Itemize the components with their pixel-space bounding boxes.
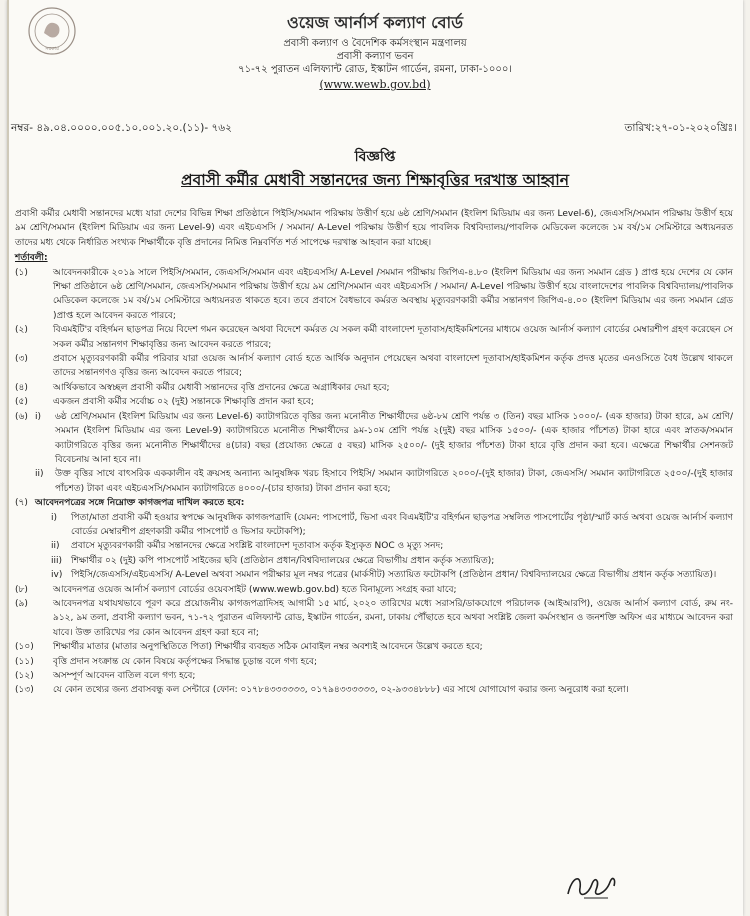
notice-page bbox=[7, 0, 743, 916]
website-link[interactable]: (www.wewb.gov.bd) bbox=[319, 78, 431, 91]
letterhead bbox=[7, 10, 743, 91]
condition-number: (৭) bbox=[15, 498, 28, 509]
government-seal-icon bbox=[27, 6, 77, 56]
memo-number: নম্বর- ৪৯.০৪.০০০০.০০৫.১০.০০১.২০.(১১)- ৭৬২ bbox=[11, 122, 232, 134]
condition-text: আর্থিকভাবে অস্বচ্ছল প্রবাসী কর্মীর মেধাবী সন্তানদের বৃত্তি প্রদানের ক্ষেত্রে অগ্রাধিকার দেয়া হবে; bbox=[53, 382, 390, 393]
condition-text: আবেদনকারীকে ২০১৯ সালে পিইসি/সমমান, জেএসসি/সমমান এবং এইচএসসি/ A-Level /সমমান পরীক্ষায় জিপিএ-৪.৮০ (ইংলিশ মিডিয়াম এর জন্য সমমান গ্রেড ) প্রাপ্ত হয়ে দেশের যে কোন শিক্ষা প্রতিষ্ঠানে ৬ষ্ঠ শ্রেণি/সমমান, জেএসসি/সমমান পরিক্ষায় উত্তীর্ণ হয়ে ৯ম শ্রেণি/সমমান এবং এইচএসসি / সমমান/ A-Level পরিক্ষায় উত্তীর্ণ হয়ে বাংলাদেশের পাবলিক বিশ্ববিদ্যালয়/পাবলিক মেডিকেল কলেজে ১ম বর্ষ/১ম সেমিস্টারে অধ্যয়নরত থাকতে হবে। তবে প্রবাসে বৈধভাবে কর্মরত অবস্থায় মৃত্যুবরণকারী কর্মীর সন্তানগণ জিপিএ-৪.০০ (ইংলিশ মিডিয়াম এর জন্য সমমান গ্রেড )প্রাপ্ত হলে আবেদন করতে পারবে; bbox=[53, 267, 733, 321]
condition-item bbox=[15, 352, 733, 381]
sub-item bbox=[35, 410, 733, 468]
sub-text: ৬ষ্ঠ শ্রেণি/সমমান (ইংলিশ মিডিয়াম এর জন্য Level-6) ক্যাটাগরিতে বৃত্তির জন্য মনোনীত শিক্ষার্থীদের ৬ষ্ঠ-৮ম শ্রেণি পর্যন্ত ৩ (তিন) বছর মাসিক ১০০০/- (এক হাজার) টাকা হারে, ৯ম শ্রেণি/সমমান (ইংলিশ মিডিয়াম এর জন্য Level-9) ক্যাটাগরিতে মনোনীত শিক্ষার্থীদের ৯ম-১০ম শ্রেণি পর্যন্ত ২(দুই) বছর মাসিক ১৫০০/- (এক হাজার পাঁচশত) টাকা হারে এবং স্নাতক/সমমান ক্যাটাগরিতে বৃত্তির জন্য মনোনীত শিক্ষার্থীদের ৪(চার) বছর (প্রযোজ্য ক্ষেত্রে ৫ বছর) মাসিক ২৫০০/- (দুই হাজার পাঁচশত) টাকা হারে বৃত্তি প্রদান করা হবে। এক্ষেত্রে শিক্ষার্থীর সেশনজট বিবেচনায় আনা হবে না। bbox=[55, 411, 733, 465]
sub-number: iii) bbox=[51, 555, 63, 566]
issue-date: তারিখ:২৭-০১-২০২০খ্রিঃ। bbox=[624, 122, 737, 134]
condition-text: অসম্পূর্ণ আবেদন বাতিল বলে গণ্য হবে; bbox=[53, 671, 196, 681]
sub-text: শিক্ষার্থীর ০২ (দুই) কপি পাসপোর্ট সাইজের ছবি (প্রতিষ্ঠান প্রধান/বিশ্ববিদ্যালয়ের ক্ষেত্রে বিভাগীয় প্রধান কর্তৃক সত্যায়িত); bbox=[71, 555, 495, 566]
condition-text: একজন প্রবাসী কর্মীর সর্বোচ্চ ০২ (দুই) সন্তানকে শিক্ষাবৃত্তি প্রদান করা হবে; bbox=[53, 397, 314, 408]
documents-heading: আবেদনপত্রের সঙ্গে নিম্নোক্ত কাগজপত্র দাখিল করতে হবে: bbox=[35, 498, 245, 509]
condition-number: (১০) bbox=[15, 642, 34, 653]
conditions-heading: শর্তাবলী: bbox=[15, 253, 48, 264]
sub-number: iv) bbox=[51, 570, 63, 581]
condition-item bbox=[15, 381, 733, 395]
sub-text: পিতা/মাতা প্রবাসী কর্মী হওয়ার স্বপক্ষে আনুষঙ্গিক কাগজপত্রাদি (যেমন: পাসপোর্ট, ভিসা এবং বিএমইটি'র বহির্গমন ছাড়পত্র সম্বলিত পাসপোর্টের পৃষ্ঠা/স্মার্ট কার্ড অথবা ওয়েজ আর্নার্স কল্যাণ বোর্ডের মেম্বারশীপ গ্রহণকারী কর্মীর পাসপোর্ট ও ভিসার ফটোকপি); bbox=[71, 512, 733, 537]
notice-label: বিজ্ঞপ্তি bbox=[354, 149, 396, 165]
condition-number: (১৩) bbox=[15, 685, 34, 696]
condition-number: (৩) bbox=[15, 354, 28, 365]
sub-number: ii) bbox=[35, 469, 44, 480]
condition-item bbox=[15, 655, 733, 669]
condition-text: আবেদনপত্র ওয়েজ আর্নার্স কল্যাণ বোর্ডের ওয়েবসাইট (www.wewb.gov.bd) হতে বিনামূল্যে সংগ্রহ করা যাবে; bbox=[53, 584, 457, 595]
condition-number: (৪) bbox=[15, 382, 28, 393]
sub-number: ii) bbox=[51, 541, 60, 552]
notice-body bbox=[15, 207, 733, 698]
intro-paragraph: প্রবাসী কর্মীর মেধাবী সন্তানদের মধ্যে যারা দেশের বিভিন্ন শিক্ষা প্রতিষ্ঠানে পিইসি/সমমান পরিক্ষায় উত্তীর্ণ হয়ে ৬ষ্ঠ শ্রেণি/সমমান (ইংলিশ মিডিয়াম এর জন্য Level-6), জেএসসি/সমমান পরিক্ষায় উত্তীর্ণ হয়ে ৯ম শ্রেণি/সমমান (ইংলিশ মিডিয়াম এর জন্য Level-9) এবং এইচএসসি / সমমান/ A-Level পরিক্ষায় উত্তীর্ণ হয়ে পাবলিক বিশ্ববিদ্যালয়/পাবলিক মেডিকেল কলেজে ১ম বর্ষ/১ম সেমিস্টারে অধ্যয়নরত তাদের মধ্য থেকে নির্ধারিত সংখ্যক শিক্ষার্থীকে বৃত্তি প্রদানের নিমিত্ত নিম্নবর্ণিত শর্ত সাপেক্ষে দরখাস্ত আহবান করা যাচ্ছে। bbox=[15, 209, 733, 248]
signature bbox=[562, 868, 622, 904]
notice-title: প্রবাসী কর্মীর মেধাবী সন্তানদের জন্য শিক্ষাবৃত্তির দরখাস্ত আহ্বান bbox=[181, 171, 569, 189]
condition-item bbox=[15, 583, 733, 597]
condition-item bbox=[15, 669, 733, 683]
condition-text: বিএমইটি'র বহির্গমন ছাড়পত্র নিয়ে বিদেশ গমন করেছেন অথবা বিদেশে কর্মরত যে সকল কর্মী বাংলাদেশ দূতাবাস/হাইকমিশনের মাধ্যমে ওয়েজ আর্নার্স কল্যাণ বোর্ডের মেম্বারশীপ গ্রহণ করেছেন সে সকল কর্মীর সন্তানগণ শিক্ষাবৃত্তির জন্য আবেদন করতে পারবে; bbox=[53, 325, 733, 350]
condition-number: (১) bbox=[15, 267, 28, 278]
condition-text: যে কোন তথ্যের জন্য প্রবাসবন্ধু কল সেন্টারে (ফোন: ০১৭৮৪৩৩৩৩৩৩, ০১৭৯৪৩৩৩৩৩৩, ০২-৯৩৩৪৮৮৮) এর সাথে যোগাযোগ করার জন্য অনুরোধ করা হলো। bbox=[53, 685, 629, 696]
sub-text: প্রবাসে মৃত্যুবরণকারী কর্মীর সন্তানদের ক্ষেত্রে সংশ্লিষ্ট বাংলাদেশ দূতাবাস কর্তৃক ইস্যুকৃত NOC ও মৃত্যু সনদ; bbox=[71, 541, 444, 552]
condition-item-stipend bbox=[15, 410, 733, 496]
office-address: ৭১-৭২ পুরাতন এলিফ্যান্ট রোড, ইস্কাটন গার্ডেন, রমনা, ঢাকা-১০০০। bbox=[238, 64, 512, 75]
condition-number: (৯) bbox=[15, 598, 28, 609]
seal-text: সরকার bbox=[45, 46, 59, 52]
building-name: প্রবাসী কল্যাণ ভবন bbox=[336, 51, 414, 62]
condition-item bbox=[15, 683, 733, 697]
condition-item bbox=[15, 640, 733, 654]
sub-item bbox=[51, 554, 733, 568]
condition-number: (১১) bbox=[15, 656, 34, 667]
condition-item bbox=[15, 597, 733, 640]
sub-item bbox=[51, 568, 733, 582]
condition-number: (৫) bbox=[15, 397, 28, 408]
condition-number: (৮) bbox=[15, 584, 28, 595]
condition-item-documents bbox=[15, 496, 733, 510]
page-edge bbox=[7, 0, 9, 916]
condition-text: প্রবাসে মৃত্যুবরণকারী কর্মীর পরিবার যারা ওয়েজ আর্নার্স কল্যাণ বোর্ড হতে আর্থিক অনুদান পেয়েছেন অথবা বাংলাদেশ দূতাবাস/হাইকমিশন কর্তৃক প্রদত্ত মৃতের এনওসিতে বৈধ উল্লেখ থাকলে তাদের সন্তানগণও বৃত্তির জন্য আবেদন করতে পারবে; bbox=[53, 354, 733, 379]
condition-number: (২) bbox=[15, 325, 28, 336]
sub-number: i) bbox=[51, 512, 58, 523]
condition-item bbox=[15, 395, 733, 409]
condition-number: (৬) bbox=[15, 411, 28, 422]
condition-number: (১২) bbox=[15, 671, 34, 681]
sub-item bbox=[51, 539, 733, 553]
condition-item bbox=[15, 266, 733, 324]
ministry-name: প্রবাসী কল্যাণ ও বৈদেশিক কর্মসংস্থান মন্ত্রণালয় bbox=[283, 38, 467, 49]
condition-text: শিক্ষার্থীর মাতার (মাতার অনুপস্থিতিতে পিতা) শিক্ষার্থীর ব্যবহৃত সঠিক মোবাইল নম্বর অবশ্যই আবেদনে উল্লেখ করতে হবে; bbox=[53, 642, 483, 653]
condition-item bbox=[15, 323, 733, 352]
sub-text: উক্ত বৃত্তির সাথে বাৎসরিক এককালীন বই ক্রয়সহ অন্যান্য আনুষঙ্গিক খরচ হিসাবে পিইসি/ সমমান ক্যাটাগরিতে ২০০০/-(দুই হাজার) টাকা, জেএসসি/ সমমান ক্যাটাগরিতে ২৫০০/-(দুই হাজার পাঁচশত) টাকা এবং এইচএসসি/সমমান ক্যাটাগরিতে ৪০০০/-(চার হাজার) টাকা প্রদান করা হবে; bbox=[55, 469, 733, 494]
sub-item bbox=[35, 467, 733, 496]
sub-text: পিইসি/জেএসসি/এইচএসসি/ A-Level অথবা সমমান পরীক্ষার মূল নম্বর পত্রের (মার্কসীট) সত্যায়িত ফটোকপি (প্রতিষ্ঠান প্রধান/ বিশ্ববিদ্যালয়ের ক্ষেত্রে বিভাগীয় প্রধান কর্তৃক সত্যায়িত)। bbox=[71, 570, 717, 581]
condition-text: বৃত্তি প্রদান সংক্রান্ত যে কোন বিষয়ে কর্তৃপক্ষের সিদ্ধান্ত চূড়ান্ত বলে গণ্য হবে; bbox=[53, 656, 318, 667]
sub-item bbox=[51, 511, 733, 540]
condition-text: আবেদনপত্র যথাযথভাবে পূরণ করে প্রয়োজনীয় কাগজপত্রাদিসহ আগামী ১৫ মার্চ, ২০২০ তারিখের মধ্যে সরাসরি/ডাকযোগে পরিচালক (আইআরপি), ওয়েজ আর্নার্স কল্যাণ বোর্ড, রুম নং- ৯১২, ৯ম তলা, প্রবাসী কল্যাণ ভবন, ৭১-৭২ পুরাতন এলিফ্যান্ট রোড, ইস্কাটন গার্ডেন, রমনা, ঢাকায় পৌঁছাতে হবে অথবা সংশ্লিষ্ট জেলা কর্মসংস্থান ও জনশক্তি অফিস এর মাধ্যমে আবেদন করা যাবে। উক্ত তারিখের পর কোন আবেদন গ্রহণ করা হবে না; bbox=[53, 598, 733, 638]
org-name: ওয়েজ আর্নার্স কল্যাণ বোর্ড bbox=[287, 13, 463, 32]
sub-number: i) bbox=[35, 411, 42, 422]
